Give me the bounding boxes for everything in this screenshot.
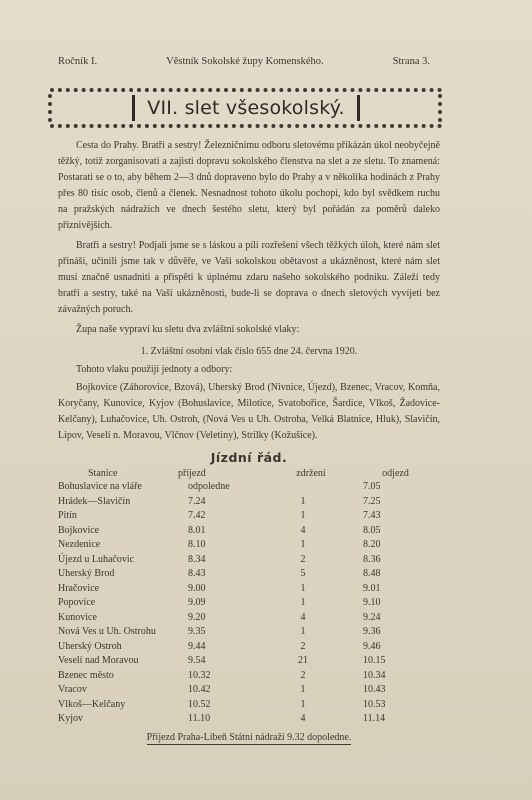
col-arrival-header: příjezd [178,468,206,479]
stop-cell: 1 [300,626,306,637]
col-stop-header: zdržení [296,468,326,479]
station-cell: Kyjov [58,713,83,724]
timetable-header [58,468,440,480]
arrival-cell: 10.42 [188,684,211,695]
departure-cell: 9.36 [363,626,381,637]
station-cell: Bohuslavice na vláře [58,481,142,492]
col-departure-header: odjezd [382,468,409,479]
arrival-cell: 8.34 [188,553,206,565]
title-inner-frame [132,95,360,121]
arrival-cell: 9.35 [188,626,206,637]
title-frame [50,88,442,128]
arrival-cell: 8.01 [188,524,206,536]
stop-cell: 4 [300,524,306,536]
arrival-cell: 8.43 [188,568,206,579]
station-cell: Nová Ves u Uh. Ostrohu [58,626,156,637]
station-cell: Pitín [58,510,77,521]
departure-cell: 8.48 [363,568,381,579]
departure-cell: 9.10 [363,597,381,608]
publication-title: Věstník Sokolské župy Komenského. [166,56,324,67]
departure-cell: 9.24 [363,611,381,623]
arrival-cell: 8.10 [188,539,206,550]
station-cell: Kunovice [58,611,97,623]
arrival-cell: 7.24 [188,495,206,507]
stop-cell: 1 [300,510,306,521]
timetable-row [58,553,440,568]
paragraph-3: Župa naše vypraví ku sletu dva zvláštní sokolské vlaky: [76,324,300,335]
timetable-title: Jízdní řád. [210,450,288,465]
arrival-cell: 10.32 [188,669,211,681]
volume-label: Ročník I. [58,56,98,67]
station-cell: Bojkovice [58,524,100,536]
timetable-row [58,625,440,640]
timetable-row [58,509,440,524]
train-line: 1. Zvláštní osobní vlak číslo 655 dne 24. června 1920. [140,346,358,357]
arrival-cell: 10.52 [188,698,211,710]
stop-cell: 2 [300,669,306,681]
departure-cell: 9.01 [363,582,381,594]
stop-cell: 4 [300,713,306,724]
timetable-row [58,524,440,539]
timetable-row [58,596,440,611]
arrival-cell: 9.54 [188,655,206,666]
departure-cell: 10.43 [363,684,386,695]
arrival-cell: 9.09 [188,597,206,608]
article-body [58,138,440,746]
timetable-row [58,640,440,655]
station-cell: Hrádek—Slavičín [58,495,131,507]
station-cell: Uherský Ostroh [58,640,122,652]
train-note: Tohoto vlaku použijí jednoty a odbory: [76,364,233,375]
stop-cell: 1 [300,539,306,550]
timetable-row [58,654,440,669]
stop-cell: 1 [300,582,306,594]
paragraph-1: Cesta do Prahy. Bratři a sestry! Železničnímu odboru sletovému přikázán úkol neobyčejně těžký, totiž zorganisovati a zajisti dopravu sokolského členstva na slet a ze sletu. To znamená: Postarati se o to, aby během 2—3 dnů dopraveno bylo do Prahy a v několika hodinách z Prahy přes 80 tisíc osob, členů a členek. Nesnadnost tohoto úkolu pochopí, kdo byl svědkem ruchu na pražských nádražích ve dnech šestého sletu, který byl pořádán za poměrů daleko příznivějších. [58,140,440,231]
station-cell: Uherský Brod [58,568,115,579]
timetable-row [58,611,440,626]
article-title: VII. slet všesokolský. [147,97,345,119]
timetable-rows [58,480,440,727]
station-cell: Hračovice [58,582,100,594]
stop-cell: 1 [300,684,306,695]
stations-list: Bojkovice (Záhorovice, Bzová), Uherský Brod (Nivnice, Újezd), Bzenec, Vracov, Komňa, Koryčany, Kunovice, Kyjov (Bohuslavice, Milotice, Svatobořice, Šardice, Vlkoš, Žadovice-Kelčany), Luhačovice, Uh. Ostroh, (Nová Ves u Uh. Ostroha, Velká Blatnice, Hluk), Slavičín, Lipov, Veselí n. Moravou, Vlčnov (Veletiny), Strilky (Kožušice). [58,382,440,441]
timetable-row [58,495,440,510]
station-cell: Vracov [58,684,87,695]
station-cell: Veselí nad Moravou [58,655,139,666]
station-cell: Újezd u Luhačovic [58,553,135,565]
stop-cell: 2 [300,640,306,652]
stop-cell: 4 [300,611,306,623]
stop-cell: 21 [298,655,308,666]
departure-cell: 7.05 [363,481,381,492]
timetable-row [58,712,440,727]
departure-cell: 10.34 [363,669,386,681]
stop-cell [253,480,353,495]
timetable-row [58,698,440,713]
stop-cell: 1 [300,495,306,507]
departure-cell: 11.14 [363,713,386,724]
arrival-cell: 9.44 [188,640,206,652]
timetable-row [58,538,440,553]
stop-cell: 1 [300,698,306,710]
departure-cell: 10.15 [363,655,386,666]
timetable-row [58,480,440,495]
col-station-header: Stanice [88,468,118,479]
departure-cell: 8.20 [363,539,381,550]
station-cell: Vlkoš—Kelčany [58,698,126,710]
arrival-cell: 11.10 [188,713,211,724]
arrival-cell: 9.20 [188,611,206,623]
paragraph-2: Bratři a sestry! Podjali jsme se s láskou a pílí rozřešení všech těžkých úloh, které nám slet přináší, učinili jsme tak v důvěře, ve Vaši sokolskou obětavost a ukázněnost, které nám slet musí značně usnadniti a přispěti k úplnému zdaru našeho sokolského podniku. Záleží tedy bratří a sestry, také na Vaší ukázněnosti, bude-li se doprava o dnech sletových vyvíjeti bez závažných poruch. [58,240,440,315]
arrival-cell: 7.42 [188,510,206,521]
stop-cell: 1 [300,597,306,608]
arrival-cell: odpoledne [188,481,230,492]
departure-cell: 10.53 [363,698,386,710]
timetable-row [58,567,440,582]
arrival-note: Příjezd Praha-Libeň Státní nádraží 9.32 dopoledne. [146,731,352,743]
page-header [58,56,430,67]
departure-cell: 9.46 [363,640,381,652]
timetable-row [58,582,440,597]
stop-cell: 5 [300,568,306,579]
timetable-footer [58,730,440,746]
arrival-cell: 9.00 [188,582,206,594]
timetable-row [58,669,440,684]
station-cell: Popovice [58,597,96,608]
timetable-row [58,683,440,698]
stop-cell: 2 [300,553,306,565]
station-cell: Nezdenice [58,539,101,550]
departure-cell: 7.25 [363,495,381,507]
page-number: Strana 3. [392,56,430,67]
departure-cell: 7.43 [363,510,381,521]
departure-cell: 8.05 [363,524,381,536]
station-cell: Bzenec město [58,669,114,681]
departure-cell: 8.36 [363,553,381,565]
